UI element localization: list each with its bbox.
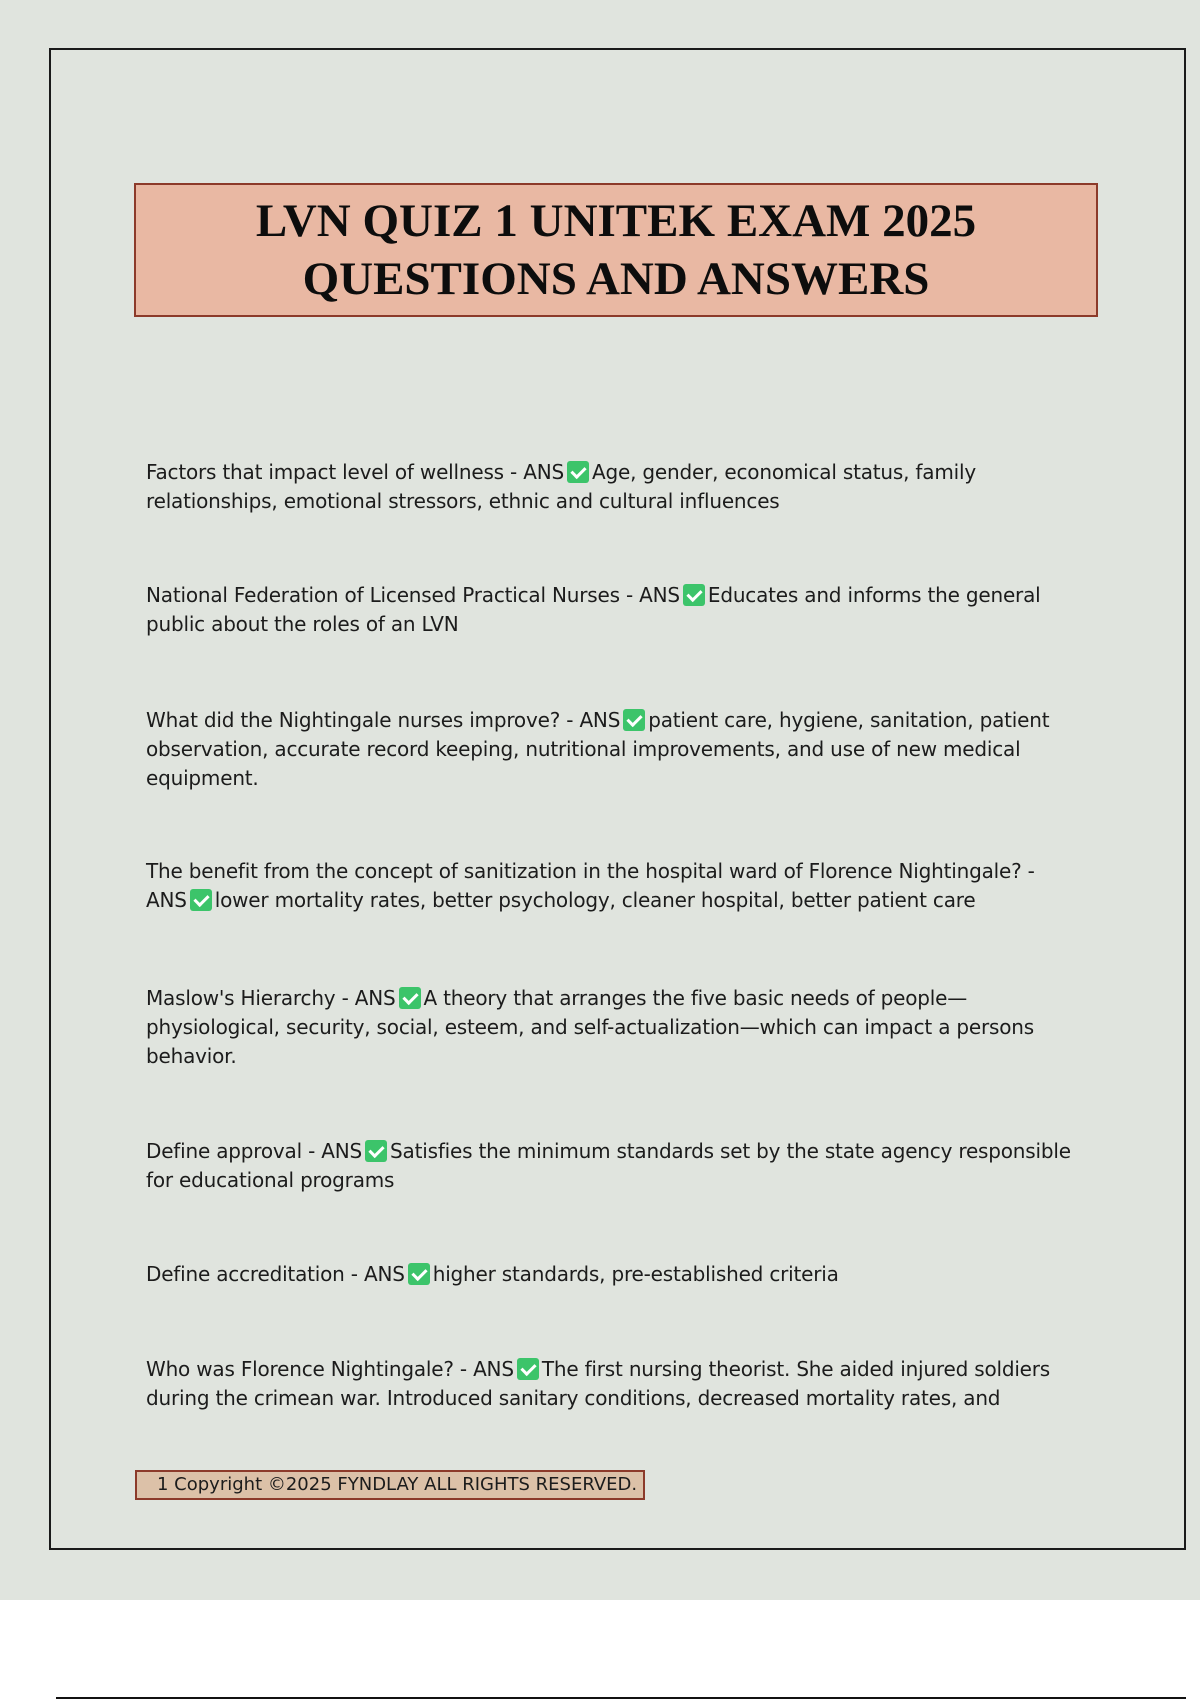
answer-text: Satisfies the minimum standards set by the state agency responsible for educational programs <box>146 1139 1071 1192</box>
ans-label: ANS <box>473 1357 514 1381</box>
checkmark-icon <box>365 1140 387 1162</box>
ans-label: ANS <box>639 583 680 607</box>
ans-label: ANS <box>146 888 187 912</box>
ans-label: ANS <box>354 986 396 1010</box>
qa-item <box>146 706 1076 793</box>
qa-item <box>146 857 1076 915</box>
checkmark-icon <box>517 1358 539 1380</box>
question-text: What did the Nightingale nurses improve? - <box>146 708 580 732</box>
answer-text: Educates and informs the general public about the roles of an LVN <box>146 583 1041 636</box>
question-text: Who was Florence Nightingale? - <box>146 1357 474 1381</box>
qa-item <box>146 984 1076 1071</box>
title-line-1: LVN QUIZ 1 UNITEK EXAM 2025 <box>255 195 977 247</box>
title-line-2: QUESTIONS AND ANSWERS <box>302 253 930 305</box>
checkmark-icon <box>567 461 589 483</box>
question-text: The benefit from the concept of sanitization in the hospital ward of Florence Nightingale? - <box>146 859 1035 883</box>
question-text: Maslow's Hierarchy - <box>146 986 355 1010</box>
answer-text: higher standards, pre-established criteria <box>432 1262 839 1286</box>
title-banner <box>134 183 1098 317</box>
checkmark-icon <box>399 987 421 1009</box>
answer-text: lower mortality rates, better psychology, cleaner hospital, better patient care <box>214 888 976 912</box>
qa-item <box>146 458 1076 516</box>
qa-item <box>146 1137 1076 1195</box>
checkmark-icon <box>623 709 645 731</box>
checkmark-icon <box>683 584 705 606</box>
question-text: Define approval - <box>146 1139 322 1163</box>
ans-label: ANS <box>579 708 621 732</box>
ans-label: ANS <box>523 460 564 484</box>
question-text: Define accreditation - <box>146 1262 364 1286</box>
ans-label: ANS <box>363 1262 405 1286</box>
checkmark-icon <box>190 889 212 911</box>
copyright-footer: 1 Copyright ©2025 FYNDLAY ALL RIGHTS RESERVED. <box>135 1470 645 1500</box>
answer-text: The first nursing theorist. She aided injured soldiers during the crimean war. Introduced sanitary conditions, decreased mortality rates, and <box>146 1357 1051 1410</box>
qa-item <box>146 581 1076 639</box>
question-text: Factors that impact level of wellness - <box>146 460 524 484</box>
question-text: National Federation of Licensed Practical Nurses - <box>146 583 640 607</box>
qa-item <box>146 1355 1076 1413</box>
checkmark-icon <box>408 1263 430 1285</box>
answer-text: patient care, hygiene, sanitation, patient observation, accurate record keeping, nutritional improvements, and use of new medical equipment. <box>146 708 1050 790</box>
bottom-divider <box>56 1697 1186 1699</box>
ans-label: ANS <box>321 1139 363 1163</box>
qa-item <box>146 1260 1076 1289</box>
answer-text: A theory that arranges the five basic needs of people—physiological, security, social, esteem, and self-actualization—which can impact a persons behavior. <box>146 986 1034 1068</box>
answer-text: Age, gender, economical status, family relationships, emotional stressors, ethnic and cultural influences <box>146 460 976 513</box>
